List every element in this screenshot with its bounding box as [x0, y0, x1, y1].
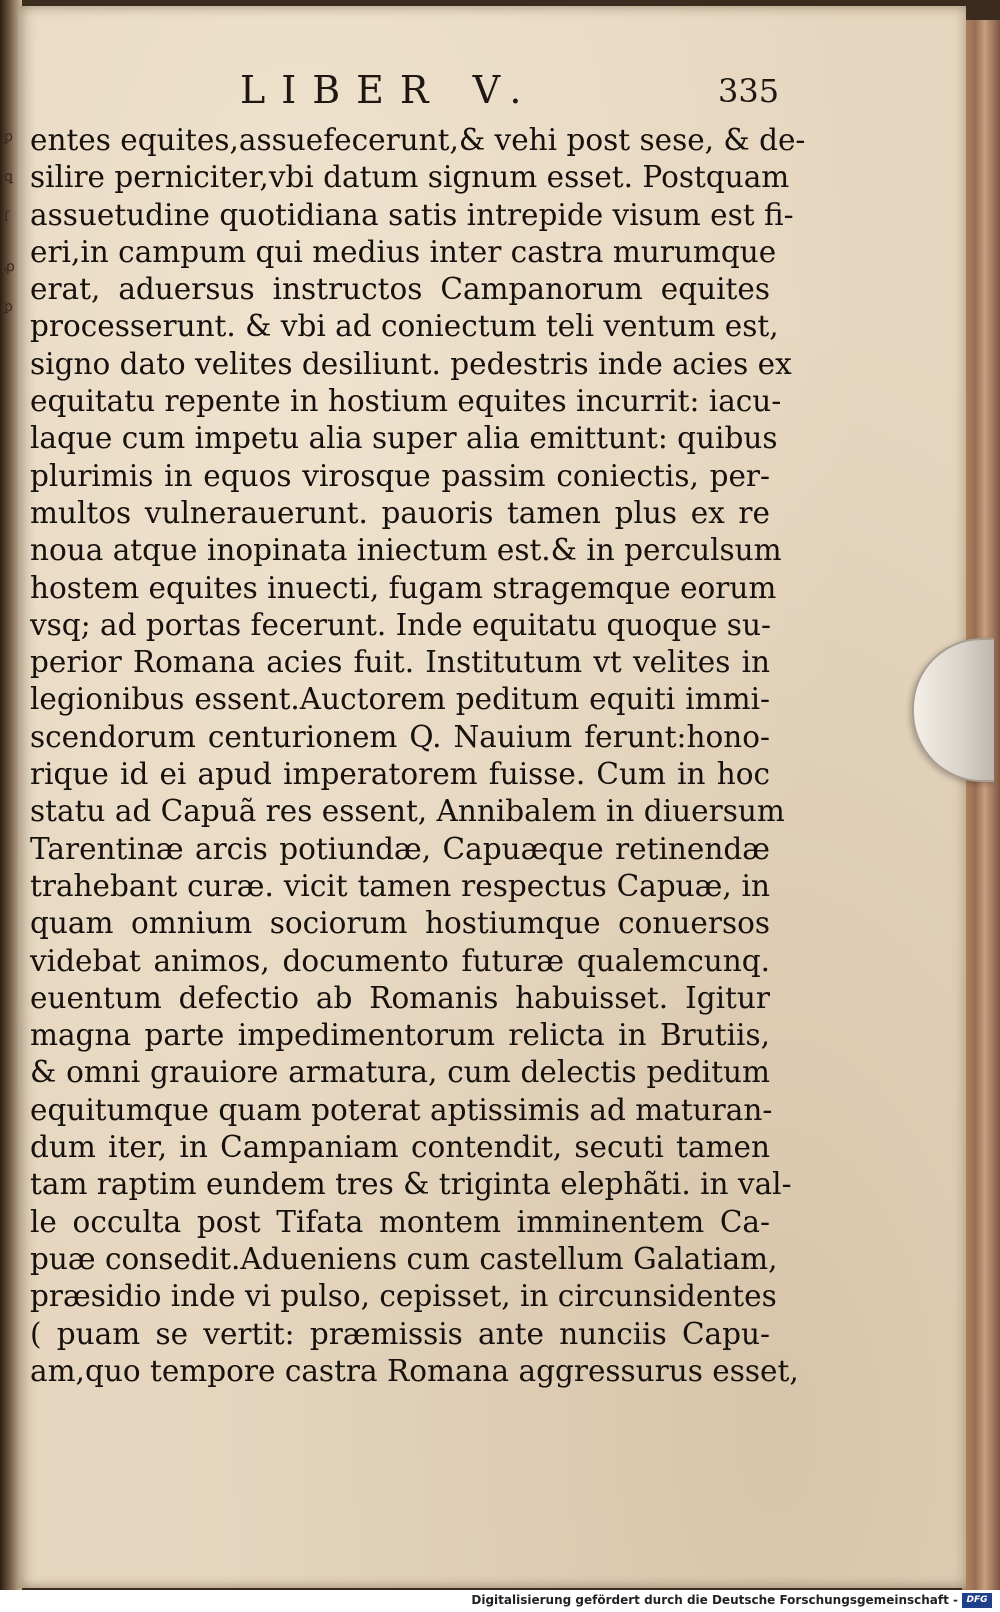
text-line: erat, aduersus instructos Campanorum equites [30, 272, 770, 307]
text-line: am,quo tempore castra Romana aggressurus esset, [30, 1353, 799, 1388]
book-fore-edge [962, 20, 1000, 1590]
text-line: equitatu repente in hostium equites incurrit: iacu- [30, 384, 782, 419]
margin-mark: ꝑ [4, 299, 13, 315]
text-line: le occulta post Tifata montem imminentem Ca- [30, 1204, 770, 1239]
dfg-logo-icon: DFG [962, 1593, 992, 1608]
text-line: assuetudine quotidiana satis intrepide visum est fi- [30, 197, 794, 232]
running-head: LIBER V. [240, 68, 538, 112]
text-line: statu ad Capuã res essent, Annibalem in diuersum [30, 794, 785, 829]
text-line: eri,in campum qui medius inter castra murumque [30, 234, 777, 269]
text-line: scendorum centurionem Q. Nauium ferunt:hono- [30, 719, 770, 754]
margin-mark: ſ [4, 209, 10, 225]
text-line: hostem equites inuecti, fugam stragemque eorum [30, 570, 777, 605]
footer-bar [0, 1590, 1000, 1612]
text-line: videbat animos, documento futuræ qualemcunq. [30, 943, 770, 978]
text-line: entes equites,assuefecerunt,& vehi post sese, & de- [30, 123, 806, 157]
text-line: magna parte impedimentorum relicta in Brutiis, [30, 1018, 770, 1053]
text-line: laque cum impetu alia super alia emittunt: quibus [30, 421, 778, 456]
margin-annotations [0, 120, 26, 620]
text-line: & omni grauiore armatura, cum delectis peditum [30, 1055, 770, 1090]
text-line: noua atque inopinata iniectum est.& in perculsum [30, 533, 782, 568]
text-line: silire perniciter,vbi datum signum esset. Postquam [30, 160, 790, 195]
text-line: processerunt. & vbi ad coniectum teli ventum est, [30, 309, 779, 344]
margin-mark: ꝗ [4, 169, 13, 185]
text-line: vsq; ad portas fecerunt. Inde equitatu quoque su- [30, 607, 771, 642]
text-line: multos vulnerauerunt. pauoris tamen plus ex re [30, 495, 770, 530]
text-line: puæ consedit.Adueniens cum castellum Galatiam, [30, 1241, 778, 1276]
text-line: dum iter, in Campaniam contendit, secuti tamen [30, 1130, 770, 1165]
text-line: Tarentinæ arcis potiundæ, Capuæque retinendæ [30, 831, 770, 866]
text-line: perior Romana acies fuit. Institutum vt velites in [30, 645, 770, 680]
text-line: legionibus essent.Auctorem peditum equiti immi- [30, 682, 770, 717]
text-line: trahebant curæ. vicit tamen respectus Capuæ, in [30, 868, 770, 903]
text-line: quam omnium sociorum hostiumque conuersos [30, 906, 770, 941]
text-line: plurimis in equos virosque passim coniectis, per- [30, 458, 770, 493]
funding-credit: Digitalisierung gefördert durch die Deutsche Forschungsgemeinschaft - [471, 1593, 958, 1607]
page-number: 335 [718, 72, 780, 110]
text-line: ( puam se vertit: præmissis ante nunciis Capu- [30, 1316, 770, 1351]
text-line: rique id ei apud imperatorem fuisse. Cum in hoc [30, 757, 770, 792]
text-line: euentum defectio ab Romanis habuisset. Igitur [30, 980, 770, 1015]
text-line: equitumque quam poterat aptissimis ad maturan- [30, 1092, 773, 1127]
margin-mark: ꝓ [4, 259, 15, 275]
text-line: præsidio inde vi pulso, cepisset, in circunsidentes [30, 1279, 777, 1314]
text-line: signo dato velites desiliunt. pedestris inde acies ex [30, 346, 792, 381]
margin-mark: ꝑ [4, 129, 13, 145]
text-line: tam raptim eundem tres & triginta elephãti. in val- [30, 1167, 792, 1202]
body-text [30, 122, 806, 1390]
